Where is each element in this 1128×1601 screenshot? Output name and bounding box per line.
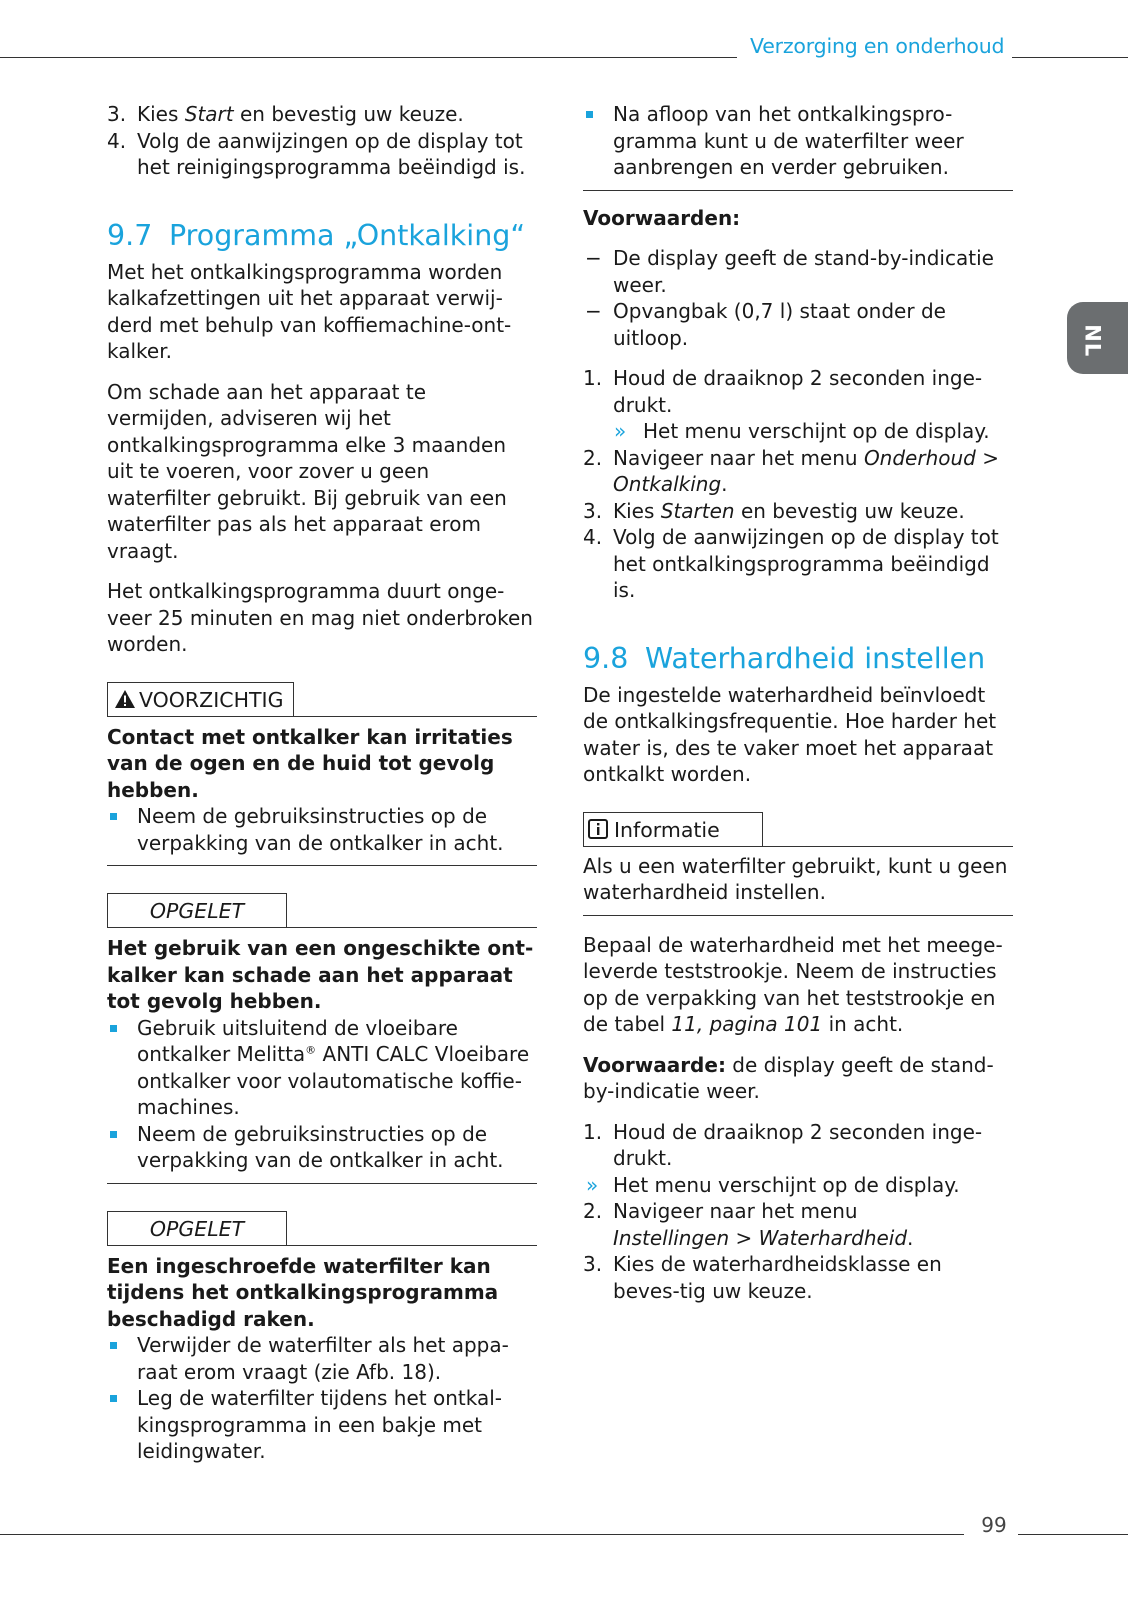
bullet-square-icon (110, 1395, 117, 1402)
result-item: » Het menu verschijnt op de display. (586, 1172, 960, 1197)
section-heading-9-8: 9.8 Waterhardheid instellen (583, 641, 986, 675)
list-item: 1. Houd de draaiknop 2 seconden inge-drukt. (583, 1119, 983, 1170)
notice-bullets (107, 1015, 537, 1174)
notice-title: Het gebruik van een ongeschikte ont-kalker kan schade aan het apparaat tot gevolg hebben. (107, 936, 534, 1013)
list-item: − Opvangbak (0,7 l) staat onder de uitloop. (585, 299, 946, 350)
list-item: Na afloop van het ontkalkingspro-gramma kunt u de waterfilter weer aanbrengen en verder gebruiken. (583, 101, 1013, 181)
result-item: » Het menu verschijnt op de display. (614, 419, 990, 443)
caution-box (107, 682, 537, 867)
page-number: 99 (981, 1513, 1007, 1537)
result-arrow-icon: » (614, 419, 627, 443)
list-item: 1. Houd de draaiknop 2 seconden inge-drukt. (583, 366, 983, 417)
notice-box (107, 893, 537, 1184)
info-label: Informatie (583, 812, 763, 846)
list-item: 2. Navigeer naar het menu Onderhoud > Ontkalking. (583, 445, 999, 496)
notice-label: OPGELET (107, 893, 287, 927)
footer-rule-right (1018, 1534, 1128, 1535)
list-item: 4. Volg de aanwijzingen op de display tot het ontkalkingsprogramma beëindigd is. (583, 525, 999, 602)
conditions-label: Voorwaarden: (583, 205, 741, 230)
result-arrow-icon: » (586, 1172, 599, 1197)
language-tab (1067, 302, 1128, 374)
list-item: Verwijder de waterfilter als het appa-raat erom vraagt (zie Afb. 18). (107, 1332, 537, 1385)
page-header-title: Verzorging en onderhoud (750, 34, 1005, 58)
header-rule-left (0, 57, 737, 58)
section-heading-9-7: 9.7 Programma „Ontkalking“ (107, 218, 526, 252)
decalc-steps (583, 365, 1013, 604)
list-item: − De display geeft de stand-by-indicatie weer. (585, 246, 994, 297)
info-icon (588, 819, 608, 839)
list-item: Gebruik uitsluitend de vloeibare ontkalker Melitta® ANTI CALC Vloeibare ontkalker voor volautomatische koffie-machines. (107, 1015, 537, 1121)
bullet-square-icon (586, 111, 593, 118)
caution-bullets (107, 803, 537, 856)
notice-box (107, 1211, 537, 1465)
footer-rule-left (0, 1534, 964, 1535)
language-tab-label: NL (1080, 324, 1105, 358)
list-item: 2. Navigeer naar het menu Instellingen > Waterhardheid. (583, 1199, 914, 1250)
bullet-square-icon (110, 813, 117, 820)
list-item: 4. Volg de aanwijzingen op de display tot het reinigingsprogramma beëindigd is. (107, 128, 526, 179)
bullet-square-icon (110, 1025, 117, 1032)
intro-steps (107, 101, 537, 181)
notice-label: OPGELET (107, 1211, 287, 1245)
paragraph: Voorwaarde: de display geeft de stand-by-indicatie weer. (583, 1052, 994, 1103)
paragraph: Om schade aan het apparaat te vermijden, adviseren wij het ontkalkingsprogramma elke 3 maanden uit te voeren, voor zover u geen waterfilter gebruikt. Bij gebruik van een waterfilter pas als het apparaat erom vraagt. (107, 379, 507, 563)
paragraph: De ingestelde waterhardheid beïnvloedt de ontkalkingsfrequentie. Hoe harder het water is, des te vaker moet het apparaat ontkalkt worden. (583, 682, 997, 786)
right-column (583, 101, 1013, 1304)
bullet-square-icon (110, 1342, 117, 1349)
list-item: 3. Kies Start en bevestig uw keuze. (107, 102, 464, 126)
list-item: 3. Kies Starten en bevestig uw keuze. (583, 498, 965, 523)
list-item: Leg de waterfilter tijdens het ontkal-kingsprogramma in een bakje met leidingwater. (107, 1385, 537, 1465)
paragraph: Het ontkalkingsprogramma duurt onge-veer 25 minuten en mag niet onderbroken worden. (107, 579, 533, 656)
conditions-list (583, 245, 1013, 351)
warning-triangle-icon (114, 689, 136, 709)
notice-title: Een ingeschroefde waterfilter kan tijdens het ontkalkingsprogramma beschadigd raken. (107, 1253, 499, 1331)
paragraph: Bepaal de waterhardheid met het meege-leverde teststrookje. Neem de instructies op de verpakking van het teststrookje en de tabel 11, pagina 101 in acht. (583, 932, 1003, 1036)
left-column (107, 101, 537, 1465)
bullet-square-icon (110, 1131, 117, 1138)
notice-bullets (107, 1332, 537, 1465)
info-box (583, 812, 1013, 916)
caution-label: VOORZICHTIG (107, 682, 294, 716)
list-item: Neem de gebruiksinstructies op de verpakking van de ontkalker in acht. (107, 1121, 537, 1174)
list-item: 3. Kies de waterhardheidsklasse en beves-tig uw keuze. (583, 1252, 942, 1303)
paragraph: Met het ontkalkingsprogramma worden kalkafzettingen uit het apparaat verwij-derd met behulp van koffiemachine-ont-kalker. (107, 259, 512, 363)
caution-title: Contact met ontkalker kan irritaties van de ogen en de huid tot gevolg hebben. (107, 724, 513, 802)
header-rule-right (1012, 57, 1128, 58)
info-text: Als u een waterfilter gebruikt, kunt u geen waterhardheid instellen. (583, 853, 1008, 904)
hardness-steps (583, 1119, 1013, 1305)
list-item: Neem de gebruiksinstructies op de verpakking van de ontkalker in acht. (107, 803, 537, 856)
